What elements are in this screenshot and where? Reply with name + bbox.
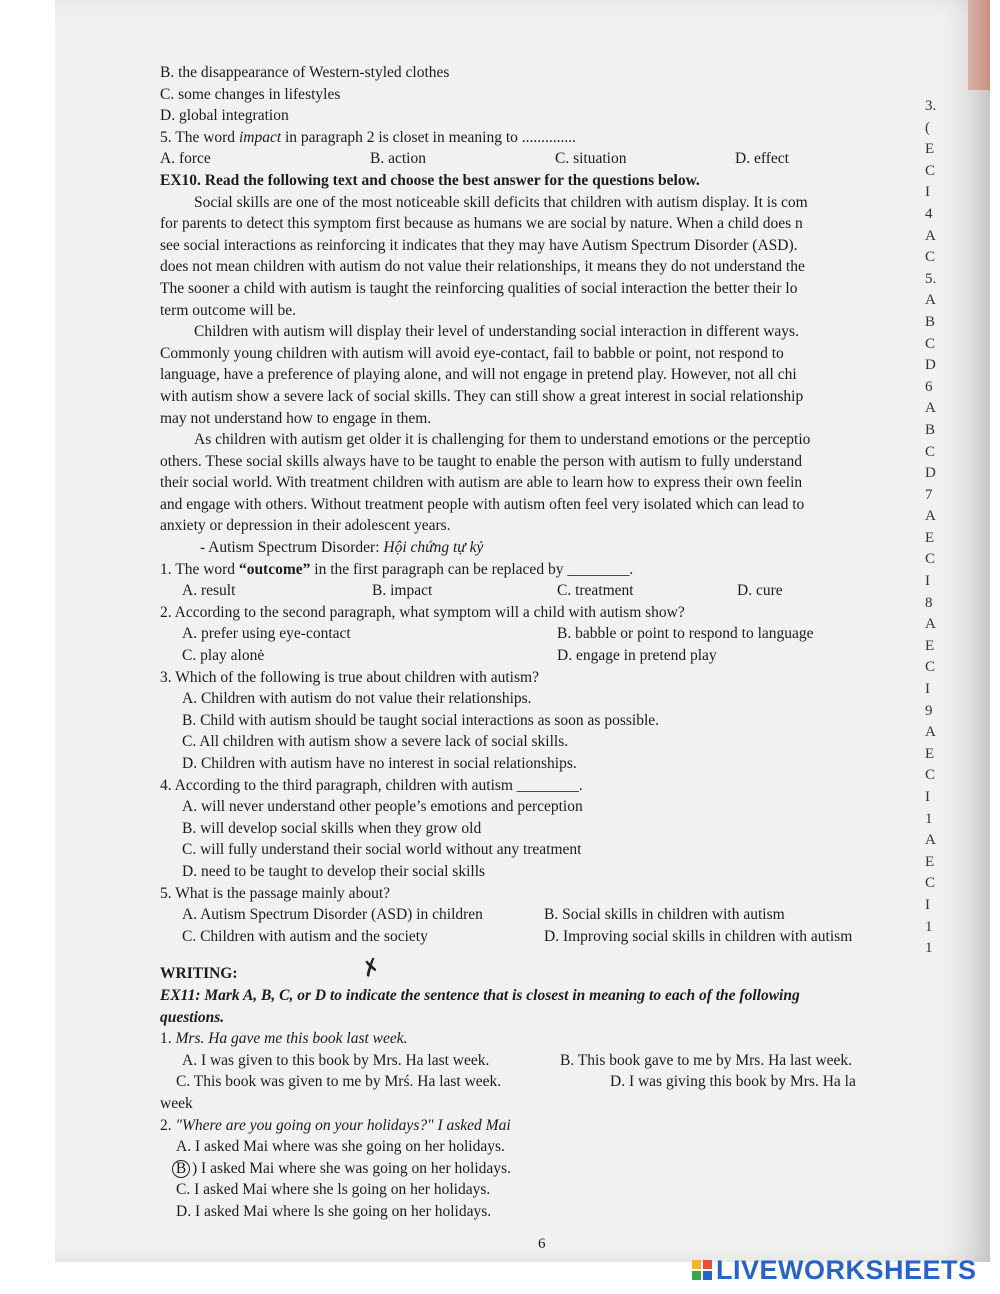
side-letter: E xyxy=(925,529,935,546)
option[interactable]: A. Children with autism do not value their relationships. xyxy=(182,690,532,708)
question-5-stem: 5. What is the passage mainly about? xyxy=(160,884,391,902)
writing-heading: WRITING: xyxy=(160,965,238,983)
pen-mark: ✗ xyxy=(358,952,384,983)
option[interactable]: C. play alonė xyxy=(182,647,265,665)
side-letter: C xyxy=(925,335,936,352)
ex10-title: EX10. Read the following text and choose the best answer for the questions below. xyxy=(160,171,700,189)
next-page-column xyxy=(925,96,945,960)
logo-icon xyxy=(692,1260,712,1280)
option[interactable]: D. effect xyxy=(735,150,789,168)
option[interactable]: C. All children with autism show a severe lack of social skills. xyxy=(182,733,569,751)
option-d-prev: D. global integration xyxy=(160,107,289,125)
option[interactable]: A. I was given to this book by Mrs. Ha last week. xyxy=(182,1051,490,1069)
logo-square xyxy=(692,1260,701,1269)
side-letter: ( xyxy=(925,119,930,136)
question-4-stem: 4. According to the third paragraph, children with autism ________. xyxy=(160,776,583,794)
side-letter: A xyxy=(925,724,936,741)
ex11-title: EX11: Mark A, B, C, or D to indicate the sentence that is closest in meaning to each of the following xyxy=(160,986,800,1004)
side-letter: 5. xyxy=(925,270,937,287)
side-letter: A xyxy=(925,508,936,525)
question-2-stem: 2. According to the second paragraph, what symptom will a child with autism show? xyxy=(160,603,685,621)
option[interactable]: C. treatment xyxy=(557,582,634,600)
glossary-note: - Autism Spectrum Disorder: Hội chứng tự kỷ xyxy=(200,539,484,557)
side-letter: C xyxy=(925,659,936,676)
writing-q1-stem: 1. Mrs. Ha gave me this book last week. xyxy=(160,1030,408,1048)
side-letter: E xyxy=(925,745,935,762)
side-letter: 1 xyxy=(925,918,933,935)
writing-q1-wrap: week xyxy=(160,1094,193,1112)
option[interactable]: B. impact xyxy=(372,582,433,600)
side-letter: C xyxy=(925,875,936,892)
option[interactable]: D. engage in pretend play xyxy=(557,647,717,665)
option[interactable]: D. Children with autism have no interest in social relationships. xyxy=(182,755,577,772)
question-2-options-row1 xyxy=(160,623,878,645)
question-2-options-row2 xyxy=(160,645,878,667)
option[interactable]: C. I asked Mai where she ls going on her holidays. xyxy=(176,1181,491,1199)
side-letter: I xyxy=(925,573,930,590)
side-letter: B xyxy=(925,421,936,438)
option[interactable]: A. will never understand other people’s emotions and perception xyxy=(182,798,583,816)
side-letter: 8 xyxy=(925,594,933,611)
logo-square xyxy=(703,1260,712,1269)
option[interactable]: D. need to be taught to develop their social skills xyxy=(182,862,486,880)
side-letter: C xyxy=(925,249,936,266)
side-letter: C xyxy=(925,443,936,460)
writing-q1-options-row2 xyxy=(160,1071,878,1093)
side-letter: C xyxy=(925,551,936,568)
writing-q1-options-row1 xyxy=(160,1050,878,1072)
liveworksheets-logo xyxy=(692,1254,977,1286)
side-letter: A xyxy=(925,227,936,244)
option[interactable]: A. force xyxy=(160,150,211,168)
ex11-title-cont: questions. xyxy=(160,1008,225,1026)
side-letter: 3. xyxy=(925,98,937,114)
option[interactable]: B. action xyxy=(370,150,426,168)
side-letter: I xyxy=(925,681,930,698)
question-1-options xyxy=(160,580,878,602)
passage-paragraph-3: As children with autism get older it is challenging for them to understand emotions or the perceptio others. These social skills always have to be taught to enable the person with autism to fully understand their social world. With treatment children with autism are able to learn how to express their own feelin and engage with others. Without treatment people with autism often feel very isolated which can lead to anxiety or depression in their adolescent years. xyxy=(160,431,811,535)
option-c-prev: C. some changes in lifestyles xyxy=(160,85,341,103)
logo-square xyxy=(703,1271,712,1280)
question-5-options-row2 xyxy=(160,926,878,948)
logo-square xyxy=(692,1271,701,1280)
option[interactable]: C. will fully understand their social world without any treatment xyxy=(182,841,582,859)
passage-paragraph-2: Children with autism will display their level of understanding social interaction in different ways. Commonly young children with autism will avoid eye-contact, fail to babble or point, not respond to language, have a preference of playing alone, and will not engage in pretend play. However, not all chi with autism show a severe lack of social skills. They can still show a great interest in social relationship may not understand how to engage in them. xyxy=(160,323,804,427)
side-letter: 1 xyxy=(925,810,933,827)
question-5-options-row1 xyxy=(160,904,878,926)
option[interactable]: A. Autism Spectrum Disorder (ASD) in children xyxy=(182,906,483,924)
worksheet-content xyxy=(160,62,878,1222)
answer-circle: B xyxy=(172,1160,190,1178)
side-letter: B xyxy=(925,313,936,330)
side-letter: A xyxy=(925,832,936,849)
side-letter: C xyxy=(925,162,936,179)
option[interactable]: A. I asked Mai where was she going on her holidays. xyxy=(176,1138,505,1156)
option-b-prev: B. the disappearance of Western-styled clothes xyxy=(160,64,450,81)
side-letter: I xyxy=(925,896,930,913)
page-number: 6 xyxy=(538,1236,546,1252)
writing-q2-stem: 2. "Where are you going on your holidays?" I asked Mai xyxy=(160,1116,511,1134)
side-letter: 6 xyxy=(925,378,933,395)
option[interactable]: D. Improving social skills in children with autism xyxy=(544,927,853,945)
side-letter: D xyxy=(925,465,936,482)
option[interactable]: B. This book gave to me by Mrs. Ha last week. xyxy=(560,1051,853,1069)
question-5-prev-options xyxy=(160,148,878,170)
side-letter: 1 xyxy=(925,940,933,957)
option-selected[interactable]: B ) I asked Mai where she was going on her holidays. xyxy=(160,1158,878,1180)
question-5-prev: 5. The word impact in paragraph 2 is closet in meaning to .............. xyxy=(160,128,576,146)
option[interactable]: B. will develop social skills when they grow old xyxy=(182,819,482,837)
side-letter: A xyxy=(925,400,936,417)
passage-paragraph-1: Social skills are one of the most noticeable skill deficits that children with autism display. It is com for parents to detect this symptom first because as humans we are social by nature. When a child does n see social interactions as reinforcing it indicates that they may have Autism Spectrum Disorder (ASD). does not mean children with autism do not value their relationships, it means they do not understand the The sooner a child with autism is taught the reinforcing qualities of social interaction the better their lo term outcome will be. xyxy=(160,193,808,319)
side-letter: 9 xyxy=(925,702,933,719)
side-letter: A xyxy=(925,292,936,309)
page-edge xyxy=(968,0,990,90)
option[interactable]: D. cure xyxy=(737,582,783,600)
side-letter: E xyxy=(925,637,935,654)
question-1-stem: 1. The word “outcome” in the first paragraph can be replaced by ________. xyxy=(160,560,634,578)
side-letter: I xyxy=(925,184,930,201)
option[interactable]: C. Children with autism and the society xyxy=(182,927,428,945)
side-letter: C xyxy=(925,767,936,784)
side-letter: 7 xyxy=(925,486,933,503)
option[interactable]: D. I was giving this book by Mrs. Ha la xyxy=(610,1073,856,1091)
side-letter: I xyxy=(925,789,930,805)
question-3-stem: 3. Which of the following is true about children with autism? xyxy=(160,668,539,686)
option[interactable]: B. Child with autism should be taught social interactions as soon as possible. xyxy=(182,711,660,729)
option[interactable]: C. This book was given to me by Mrś. Ha last week. xyxy=(176,1073,502,1091)
option[interactable]: A. prefer using eye-contact xyxy=(182,625,351,643)
side-letter: E xyxy=(925,853,935,870)
logo-text: LIVEWORKSHEETS xyxy=(716,1254,977,1285)
option[interactable]: B. babble or point to respond to language xyxy=(557,625,814,643)
side-letter: E xyxy=(925,141,935,158)
option[interactable]: C. situation xyxy=(555,150,627,168)
side-letter: A xyxy=(925,616,936,633)
option[interactable]: B. Social skills in children with autism xyxy=(544,906,785,924)
side-letter: D xyxy=(925,357,936,374)
option[interactable]: A. result xyxy=(182,582,236,600)
side-letter: 4 xyxy=(925,205,933,222)
option[interactable]: D. I asked Mai where ls she going on her holidays. xyxy=(176,1202,492,1220)
